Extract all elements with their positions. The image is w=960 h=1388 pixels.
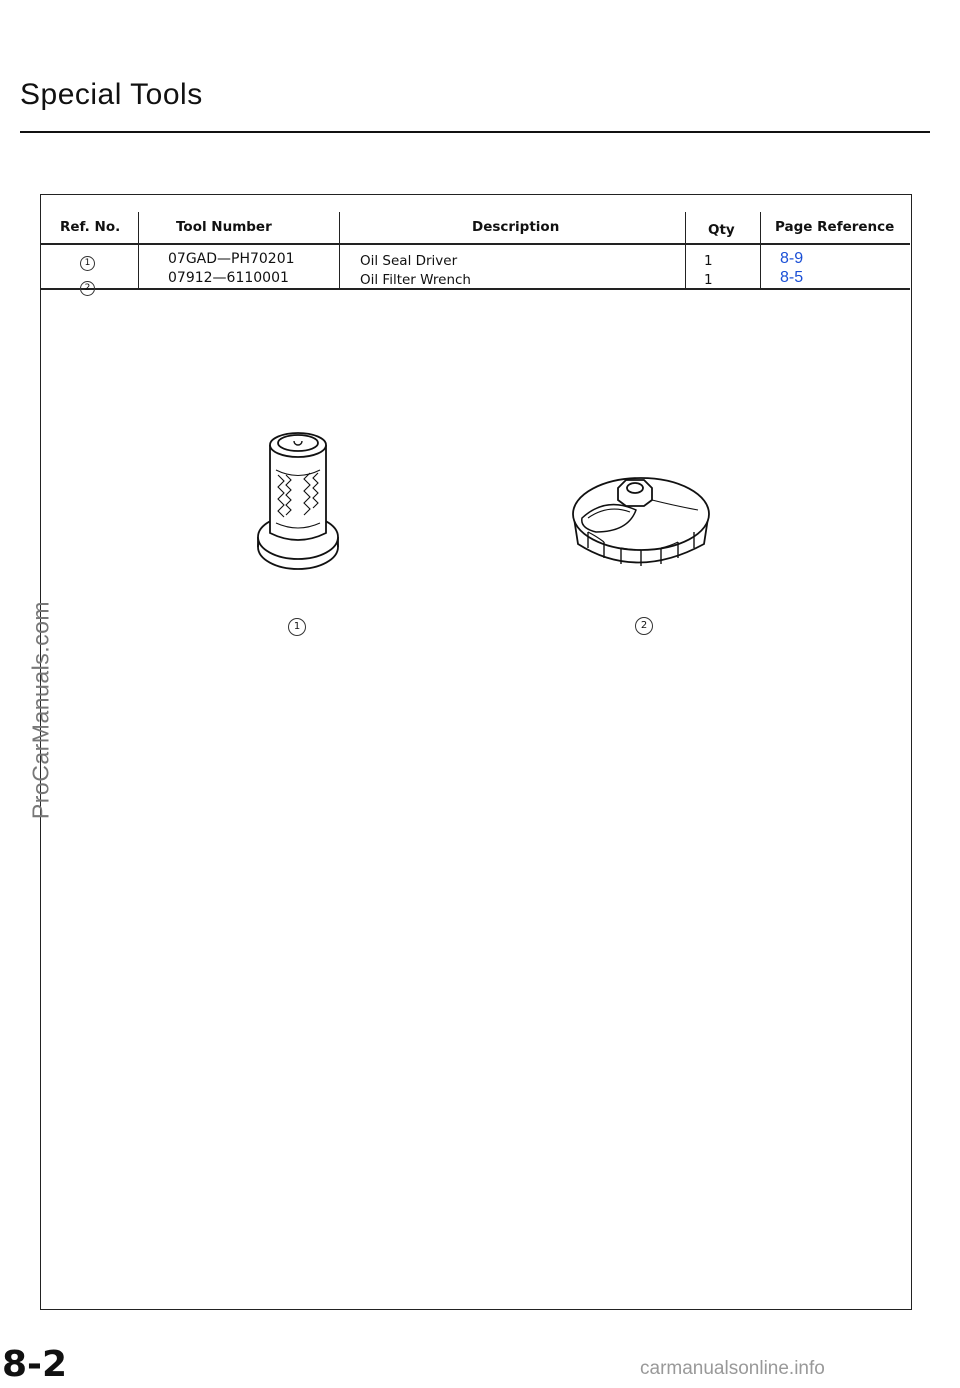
tool-description: Oil Filter Wrench	[360, 272, 471, 288]
page-number: 8-2	[2, 1344, 68, 1385]
special-tools-frame	[40, 194, 912, 1310]
title-rule	[20, 131, 930, 133]
column-divider	[339, 212, 340, 288]
oil-seal-driver-illustration	[248, 425, 348, 580]
callout-tool-2: 2	[635, 617, 653, 635]
header-ref-no: Ref. No.	[60, 219, 121, 235]
oil-filter-wrench-illustration	[566, 466, 716, 581]
header-description: Description	[472, 219, 560, 235]
qty-cell	[704, 252, 713, 290]
callout-tool-1: 1	[288, 618, 306, 636]
description-cell	[360, 252, 471, 290]
header-qty: Qty	[708, 222, 735, 238]
tool-number-cell	[168, 250, 295, 288]
page-reference-link[interactable]: 8-5	[780, 269, 804, 286]
column-divider	[138, 212, 139, 288]
tool-qty: 1	[704, 272, 713, 288]
header-tool-number: Tool Number	[176, 219, 272, 235]
table-row	[80, 252, 95, 302]
tool-number: 07912—6110001	[168, 270, 289, 286]
header-rule	[40, 243, 910, 245]
table-bottom-rule	[40, 288, 910, 290]
page-title: Special Tools	[20, 78, 203, 111]
column-divider	[760, 212, 761, 288]
watermark: ProCarManuals.com	[27, 600, 54, 820]
page-reference-link[interactable]: 8-9	[780, 250, 804, 267]
tool-qty: 1	[704, 253, 713, 269]
column-divider	[685, 212, 686, 288]
header-page-reference: Page Reference	[775, 219, 895, 235]
tool-number: 07GAD—PH70201	[168, 251, 295, 267]
ref-number-circle: 1	[80, 256, 95, 271]
page-reference-cell	[780, 249, 803, 287]
footer-site-text: carmanualsonline.info	[640, 1358, 825, 1379]
ref-number-circle: 2	[80, 281, 95, 296]
tool-description: Oil Seal Driver	[360, 253, 458, 269]
